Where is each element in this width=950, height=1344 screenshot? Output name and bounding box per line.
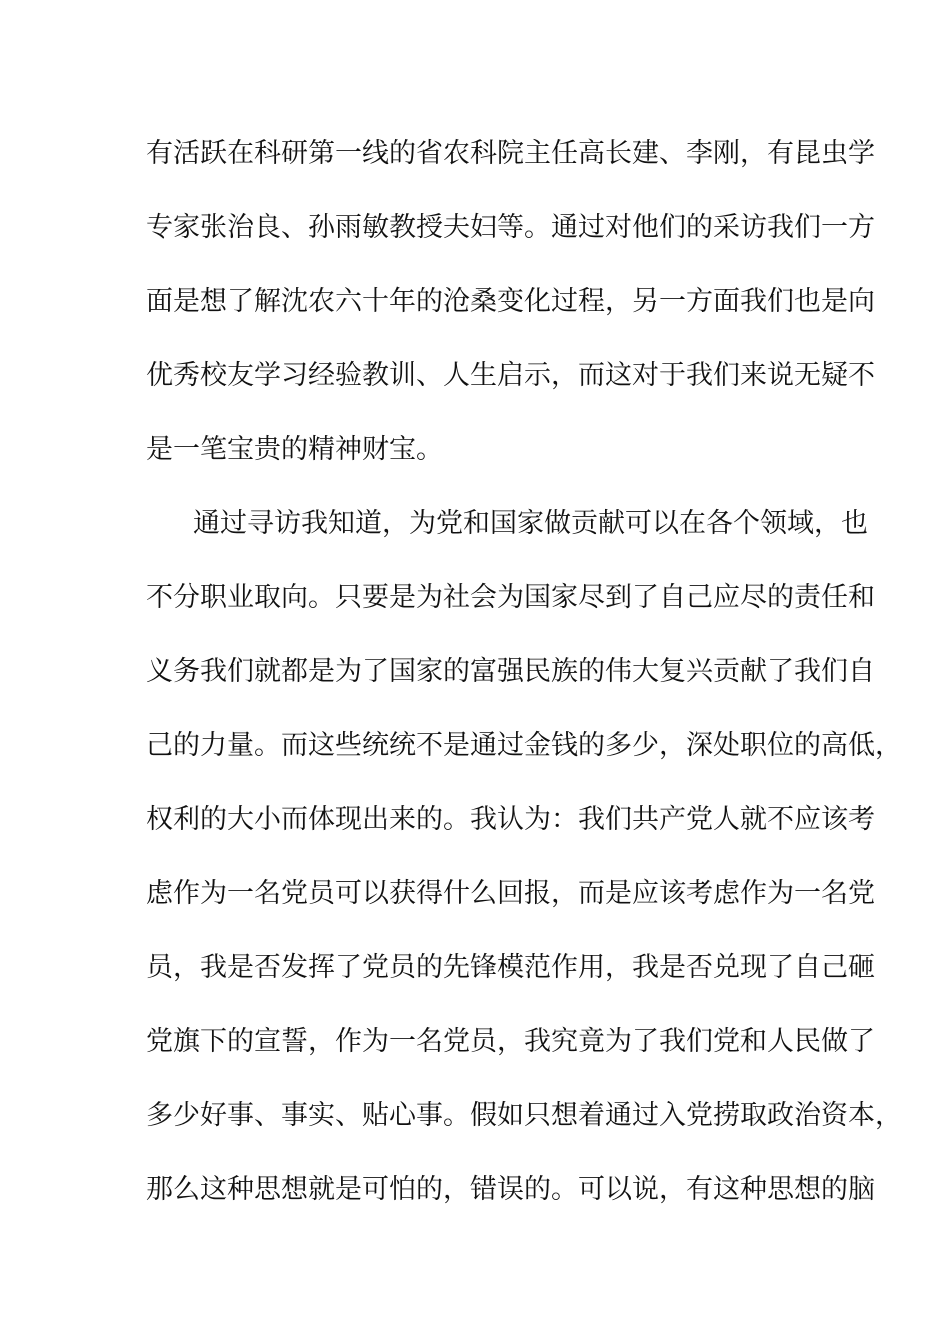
text-line: 有活跃在科研第一线的省农科院主任高长建、李刚，有昆虫学 <box>146 138 875 169</box>
text-line: 面是想了解沈农六十年的沧桑变化过程，另一方面我们也是向 <box>146 286 875 317</box>
text-line: 党旗下的宣誓，作为一名党员，我究竟为了我们党和人民做了 <box>146 1026 875 1057</box>
text-line: 权利的大小而体现出来的。我认为：我们共产党人就不应该考 <box>146 804 875 835</box>
body-text <box>146 128 902 1238</box>
text-line: 己的力量。而这些统统不是通过金钱的多少，深处职位的高低， <box>146 730 902 761</box>
text-line: 不分职业取向。只要是为社会为国家尽到了自己应尽的责任和 <box>146 582 875 613</box>
text-line: 义务我们就都是为了国家的富强民族的伟大复兴贡献了我们自 <box>146 656 875 687</box>
text-line: 员，我是否发挥了党员的先锋模范作用，我是否兑现了自己砸 <box>146 952 875 983</box>
paragraph-end-line: 是一笔宝贵的精神财宝。 <box>146 434 443 465</box>
paragraph-first-line: 通过寻访我知道，为党和国家做贡献可以在各个领域，也 <box>193 508 868 539</box>
text-line: 专家张治良、孙雨敏教授夫妇等。通过对他们的采访我们一方 <box>146 212 875 243</box>
text-line: 多少好事、事实、贴心事。假如只想着通过入党捞取政治资本， <box>146 1100 902 1131</box>
text-line: 优秀校友学习经验教训、人生启示，而这对于我们来说无疑不 <box>146 360 875 391</box>
text-line: 那么这种思想就是可怕的，错误的。可以说，有这种思想的脑 <box>146 1174 875 1205</box>
text-line: 虑作为一名党员可以获得什么回报，而是应该考虑作为一名党 <box>146 878 875 909</box>
